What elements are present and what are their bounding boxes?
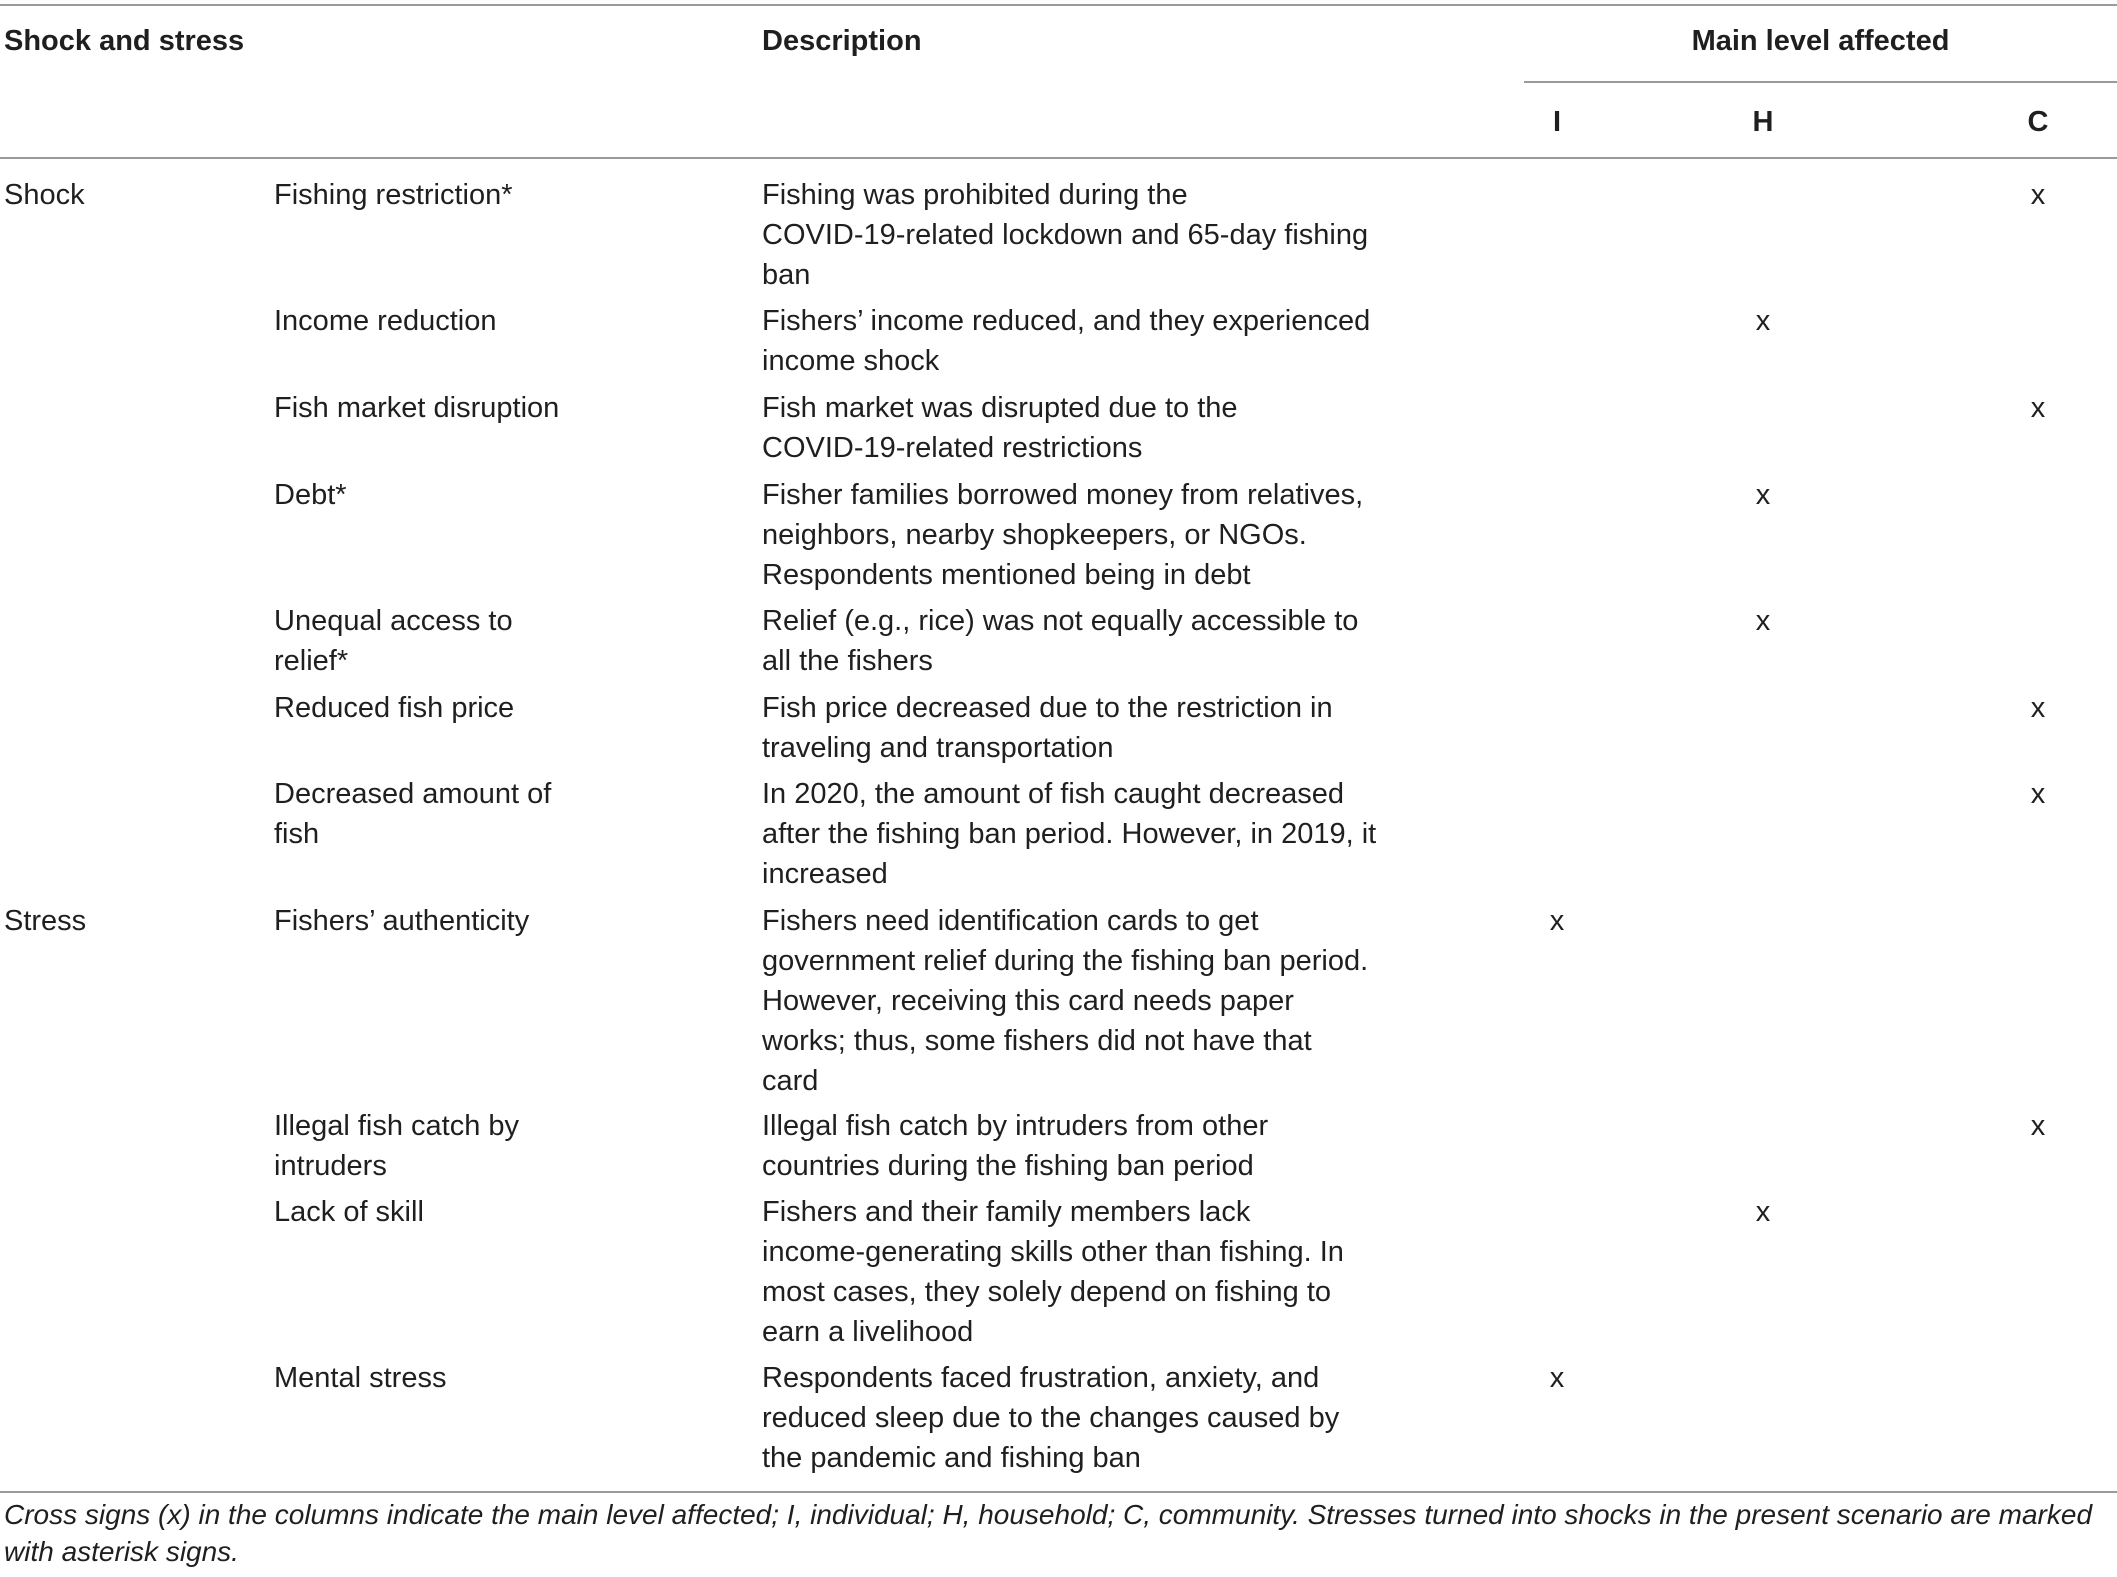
header-description: Description xyxy=(762,25,922,57)
row-item: Reduced fish price xyxy=(274,692,515,724)
row-item: Lack of skill xyxy=(274,1196,424,1228)
row-description: Fishers need identification cards to get government relief during the fishing ban period. However, receiving this card needs paper works; thus, some fishers did not have that card xyxy=(762,905,1369,1097)
level-mark: x xyxy=(2030,692,2046,724)
row-item: Mental stress xyxy=(274,1362,447,1394)
row-item: Fishing restriction* xyxy=(274,179,513,211)
level-mark: x xyxy=(1549,1362,1565,1394)
row-item: Income reduction xyxy=(274,305,497,337)
row-item: Unequal access to relief* xyxy=(274,605,513,677)
table-footnote: Cross signs (x) in the columns indicate the main level affected; I, individual; H, household; C, community. Stresses turned into shocks in the present scenario are marked with asterisk signs. xyxy=(4,1499,2093,1567)
level-mark: x xyxy=(1755,1196,1771,1228)
level-mark: x xyxy=(2030,778,2046,810)
header-level-h: H xyxy=(1752,106,1774,138)
row-description: Relief (e.g., rice) was not equally accessible to all the fishers xyxy=(762,605,1359,677)
header-rule xyxy=(0,157,2117,159)
row-category: Shock xyxy=(4,179,85,211)
level-mark: x xyxy=(1755,305,1771,337)
level-mark: x xyxy=(1549,905,1565,937)
row-description: Fish market was disrupted due to the COVID-19-related restrictions xyxy=(762,392,1238,464)
row-item: Decreased amount of fish xyxy=(274,778,552,850)
row-item: Fishers’ authenticity xyxy=(274,905,530,937)
row-item: Illegal fish catch by intruders xyxy=(274,1110,520,1182)
row-description: Fishers’ income reduced, and they experienced income shock xyxy=(762,305,1371,377)
row-description: In 2020, the amount of fish caught decreased after the fishing ban period. However, in 2019, it increased xyxy=(762,778,1377,890)
bottom-rule xyxy=(0,1491,2117,1493)
level-mark: x xyxy=(1755,479,1771,511)
level-group-rule xyxy=(1524,81,2117,83)
header-level-i: I xyxy=(1552,106,1562,138)
level-mark: x xyxy=(2030,179,2046,211)
row-description: Fisher families borrowed money from relatives, neighbors, nearby shopkeepers, or NGOs. Respondents mentioned being in debt xyxy=(762,479,1364,591)
level-mark: x xyxy=(2030,392,2046,424)
row-description: Fish price decreased due to the restriction in traveling and transportation xyxy=(762,692,1333,764)
level-mark: x xyxy=(1755,605,1771,637)
row-category: Stress xyxy=(4,905,87,937)
header-main-level-affected: Main level affected xyxy=(1691,25,1950,57)
row-description: Respondents faced frustration, anxiety, and reduced sleep due to the changes caused by the pandemic and fishing ban xyxy=(762,1362,1340,1474)
header-level-c: C xyxy=(2027,106,2049,138)
row-description: Fishers and their family members lack income-generating skills other than fishing. In most cases, they solely depend on fishing to earn a livelihood xyxy=(762,1196,1344,1348)
row-item: Fish market disruption xyxy=(274,392,560,424)
row-item: Debt* xyxy=(274,479,347,511)
row-description: Illegal fish catch by intruders from other countries during the fishing ban period xyxy=(762,1110,1269,1182)
top-rule xyxy=(0,4,2117,6)
level-mark: x xyxy=(2030,1110,2046,1142)
row-description: Fishing was prohibited during the COVID-19-related lockdown and 65-day fishing ban xyxy=(762,179,1369,291)
header-shock-and-stress: Shock and stress xyxy=(4,25,245,57)
